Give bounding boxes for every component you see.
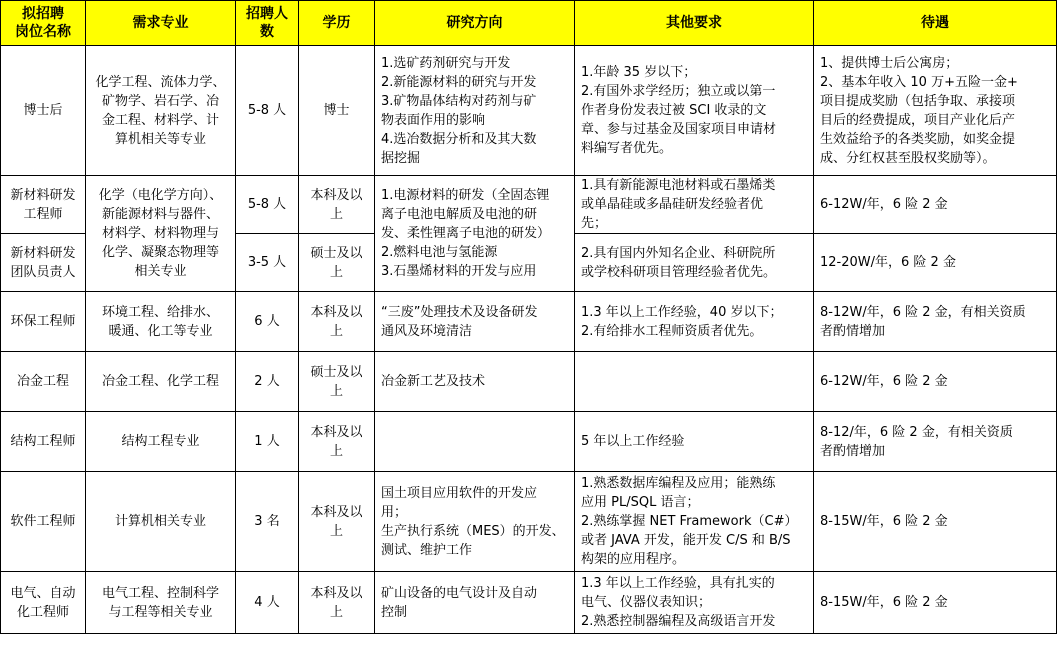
- benefits-cell: 8-12W/年，6 险 2 金，有相关资质 者酌情增加: [814, 292, 1057, 352]
- other-cell: 1.具有新能源电池材料或石墨烯类 或单晶硅或多晶硅研发经验者优 先；: [575, 176, 814, 234]
- table-row: [1, 176, 1057, 234]
- table-row: [1, 292, 1057, 352]
- major-cell: 化学（电化学方向）、 新能源材料与器件、 材料学、材料物理与 化学、凝聚态物理等 相关专业: [86, 176, 236, 292]
- education-cell: 硕士及以 上: [299, 352, 375, 412]
- other-cell: 1.年龄 35 岁以下； 2.有国外求学经历；独立或以第一 作者身份发表过被 SCI 收录的文 章、参与过基金及国家项目申请材 料编写者优先。: [575, 46, 814, 176]
- header-count: 招聘人 数: [236, 1, 299, 46]
- major-cell: 结构工程专业: [86, 412, 236, 472]
- research-cell: “三废”处理技术及设备研发 通风及环境清洁: [375, 292, 575, 352]
- major-cell: 计算机相关专业: [86, 472, 236, 572]
- header-research: 研究方向: [375, 1, 575, 46]
- table-row: [1, 352, 1057, 412]
- other-cell: [575, 352, 814, 412]
- count-cell: 1 人: [236, 412, 299, 472]
- position-cell: 新材料研发 团队员责人: [1, 234, 86, 292]
- position-cell: 博士后: [1, 46, 86, 176]
- major-cell: 化学工程、流体力学、 矿物学、岩石学、冶 金工程、材料学、计 算机相关等专业: [86, 46, 236, 176]
- header-major: 需求专业: [86, 1, 236, 46]
- position-cell: 新材料研发 工程师: [1, 176, 86, 234]
- education-cell: 本科及以 上: [299, 176, 375, 234]
- position-cell: 电气、自动 化工程师: [1, 572, 86, 634]
- position-cell: 环保工程师: [1, 292, 86, 352]
- other-cell: 1.3 年以上工作经验，40 岁以下； 2.有给排水工程师资质者优先。: [575, 292, 814, 352]
- major-cell: 冶金工程、化学工程: [86, 352, 236, 412]
- research-cell: 矿山设备的电气设计及自动 控制: [375, 572, 575, 634]
- position-cell: 结构工程师: [1, 412, 86, 472]
- header-benefits: 待遇: [814, 1, 1057, 46]
- count-cell: 2 人: [236, 352, 299, 412]
- header-row: [1, 1, 1057, 46]
- benefits-cell: 8-15W/年，6 险 2 金: [814, 472, 1057, 572]
- benefits-cell: 6-12W/年，6 险 2 金: [814, 352, 1057, 412]
- header-position: 拟招聘 岗位名称: [1, 1, 86, 46]
- table-row: [1, 472, 1057, 572]
- research-cell: 1.选矿药剂研究与开发 2.新能源材料的研究与开发 3.矿物晶体结构对药剂与矿 物表面作用的影响 4.选冶数据分析和及其大数 据挖掘: [375, 46, 575, 176]
- education-cell: 本科及以 上: [299, 572, 375, 634]
- benefits-cell: 8-15W/年，6 险 2 金: [814, 572, 1057, 634]
- benefits-cell: 12-20W/年，6 险 2 金: [814, 234, 1057, 292]
- other-cell: 5 年以上工作经验: [575, 412, 814, 472]
- header-education: 学历: [299, 1, 375, 46]
- count-cell: 6 人: [236, 292, 299, 352]
- research-cell: [375, 412, 575, 472]
- count-cell: 3 名: [236, 472, 299, 572]
- benefits-cell: 6-12W/年，6 险 2 金: [814, 176, 1057, 234]
- position-cell: 软件工程师: [1, 472, 86, 572]
- education-cell: 本科及以 上: [299, 412, 375, 472]
- other-cell: 2.具有国内外知名企业、科研院所 或学校科研项目管理经验者优先。: [575, 234, 814, 292]
- education-cell: 本科及以 上: [299, 472, 375, 572]
- benefits-cell: 1、提供博士后公寓房； 2、基本年收入 10 万+五险一金+ 项目提成奖励（包括争取、承接项 目后的经费提成，项目产业化后产 生效益给予的各类奖励，如奖金提 成、分红权甚至股权奖励等）。: [814, 46, 1057, 176]
- research-cell: 冶金新工艺及技术: [375, 352, 575, 412]
- other-cell: 1.3 年以上工作经验，具有扎实的 电气、仪器仪表知识； 2.熟悉控制器编程及高级语言开发: [575, 572, 814, 634]
- count-cell: 3-5 人: [236, 234, 299, 292]
- education-cell: 博士: [299, 46, 375, 176]
- table-row: [1, 46, 1057, 176]
- table-row: [1, 412, 1057, 472]
- table-row: [1, 572, 1057, 634]
- education-cell: 本科及以 上: [299, 292, 375, 352]
- research-cell: 国土项目应用软件的开发应 用； 生产执行系统（MES）的开发、 测试、维护工作: [375, 472, 575, 572]
- major-cell: 电气工程、控制科学 与工程等相关专业: [86, 572, 236, 634]
- other-cell: 1.熟悉数据库编程及应用；能熟练 应用 PL/SQL 语言； 2.熟练掌握 NET Framework（C#） 或者 JAVA 开发，能开发 C/S 和 B/S 构架的应用程序。: [575, 472, 814, 572]
- count-cell: 5-8 人: [236, 46, 299, 176]
- header-other: 其他要求: [575, 1, 814, 46]
- research-cell: 1.电源材料的研发（全固态锂 离子电池电解质及电池的研 发、柔性锂离子电池的研发） 2.燃料电池与氢能源 3.石墨烯材料的开发与应用: [375, 176, 575, 292]
- major-cell: 环境工程、给排水、 暖通、化工等专业: [86, 292, 236, 352]
- count-cell: 4 人: [236, 572, 299, 634]
- position-cell: 冶金工程: [1, 352, 86, 412]
- education-cell: 硕士及以 上: [299, 234, 375, 292]
- benefits-cell: 8-12/年，6 险 2 金，有相关资质 者酌情增加: [814, 412, 1057, 472]
- count-cell: 5-8 人: [236, 176, 299, 234]
